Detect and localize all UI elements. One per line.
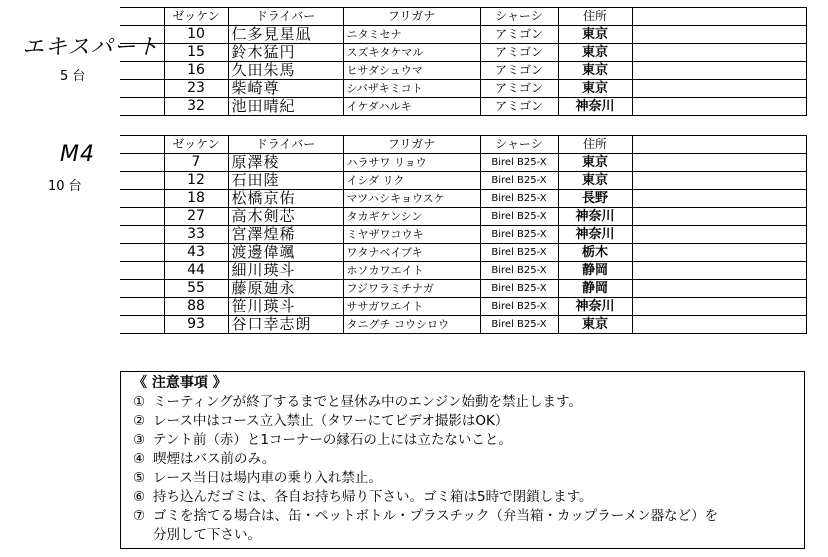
- notes-list: [133, 393, 792, 526]
- notes-item: [133, 488, 792, 507]
- column-header: フリガナ: [343, 136, 480, 154]
- table-row: [120, 208, 806, 226]
- table-row: [120, 62, 806, 80]
- spacer-cell: [120, 280, 164, 298]
- cell-no: 23: [164, 80, 228, 98]
- cell-kana: マツハシキョウスケ: [343, 190, 480, 208]
- notes-item-text: 喫煙はバス前のみ。: [153, 451, 276, 467]
- notes-continuation: 分別して下さい。: [153, 527, 261, 543]
- column-header: フリガナ: [343, 8, 480, 26]
- spacer-cell: [120, 136, 164, 154]
- cell-kana: タニグチ コウシロウ: [343, 316, 480, 334]
- notes-item: [133, 412, 792, 431]
- spacer-cell: [120, 98, 164, 116]
- cell-address: 栃木: [558, 244, 632, 262]
- table-row: [120, 190, 806, 208]
- cell-chassis: アミゴン: [480, 26, 558, 44]
- group-count-m4: 10 台: [48, 179, 82, 194]
- table-row: [120, 226, 806, 244]
- notes-item-number: ⑤: [133, 470, 146, 486]
- cell-no: 44: [164, 262, 228, 280]
- spacer-cell: [120, 208, 164, 226]
- cell-kana: ハラサワ リョウ: [343, 154, 480, 172]
- cell-chassis: Birel B25-X: [480, 226, 558, 244]
- cell-kana: イケダハルキ: [343, 98, 480, 116]
- extra-cell: [632, 190, 806, 208]
- table-row: [120, 80, 806, 98]
- cell-driver: 藤原廸永: [228, 280, 343, 298]
- cell-kana: ササガワエイト: [343, 298, 480, 316]
- cell-kana: フジワラミチナガ: [343, 280, 480, 298]
- cell-no: 43: [164, 244, 228, 262]
- notes-item: [133, 507, 792, 526]
- notes-item-text: レース当日は場内車の乗り入れ禁止。: [153, 470, 382, 486]
- table-row: [120, 298, 806, 316]
- table-row: [120, 316, 806, 334]
- extra-cell: [632, 280, 806, 298]
- cell-driver: 久田朱馬: [228, 62, 343, 80]
- cell-driver: 柴崎尊: [228, 80, 343, 98]
- notes-item: [133, 431, 792, 450]
- column-header: ドライバー: [228, 136, 343, 154]
- cell-address: 神奈川: [558, 208, 632, 226]
- cell-no: 7: [164, 154, 228, 172]
- notes-item: [133, 469, 792, 488]
- table-row: [120, 154, 806, 172]
- cell-kana: タカギケンシン: [343, 208, 480, 226]
- notes-box: [120, 371, 805, 549]
- cell-no: 55: [164, 280, 228, 298]
- table-row: [120, 172, 806, 190]
- extra-cell: [632, 98, 806, 116]
- cell-address: 東京: [558, 80, 632, 98]
- spacer-cell: [120, 154, 164, 172]
- table-row: [120, 262, 806, 280]
- cell-address: 東京: [558, 26, 632, 44]
- extra-cell: [632, 80, 806, 98]
- group-label-m4: M4: [60, 142, 95, 167]
- notes-item-number: ⑥: [133, 489, 146, 505]
- notes-item: [133, 393, 792, 412]
- spacer-cell: [120, 316, 164, 334]
- extra-cell: [632, 244, 806, 262]
- cell-chassis: Birel B25-X: [480, 280, 558, 298]
- cell-kana: ホソカワエイト: [343, 262, 480, 280]
- cell-no: 32: [164, 98, 228, 116]
- extra-cell: [632, 154, 806, 172]
- spacer-cell: [120, 298, 164, 316]
- cell-no: 12: [164, 172, 228, 190]
- cell-driver: 高木剣芯: [228, 208, 343, 226]
- table-header-row: [120, 136, 806, 154]
- spacer-cell: [120, 172, 164, 190]
- cell-driver: 原澤稜: [228, 154, 343, 172]
- notes-item-text: テント前（赤）と1コーナーの縁石の上には立たないこと。: [153, 432, 512, 448]
- cell-chassis: Birel B25-X: [480, 298, 558, 316]
- extra-cell: [632, 26, 806, 44]
- notes-item-number: ②: [133, 413, 146, 429]
- cell-kana: ニタミセナ: [343, 26, 480, 44]
- notes-title: 《 注意事項 》: [133, 375, 227, 391]
- cell-chassis: アミゴン: [480, 44, 558, 62]
- notes-item-text: ゴミを捨てる場合は、缶・ペットボトル・プラスチック（弁当箱・カップラーメン器など）を: [153, 508, 719, 524]
- notes-item-number: ⑦: [133, 508, 146, 524]
- cell-driver: 仁多見星凪: [228, 26, 343, 44]
- table-row: [120, 244, 806, 262]
- cell-chassis: アミゴン: [480, 98, 558, 116]
- cell-address: 静岡: [558, 280, 632, 298]
- table-row: [120, 280, 806, 298]
- cell-chassis: アミゴン: [480, 62, 558, 80]
- m4-roster-table: [120, 135, 807, 334]
- spacer-cell: [120, 62, 164, 80]
- cell-chassis: Birel B25-X: [480, 154, 558, 172]
- cell-address: 長野: [558, 190, 632, 208]
- extra-cell: [632, 298, 806, 316]
- cell-kana: シバザキミコト: [343, 80, 480, 98]
- cell-driver: 笹川瑛斗: [228, 298, 343, 316]
- notes-item-number: ④: [133, 451, 146, 467]
- extra-cell: [632, 226, 806, 244]
- notes-item: [133, 450, 792, 469]
- spacer-cell: [120, 44, 164, 62]
- column-header: ドライバー: [228, 8, 343, 26]
- cell-no: 33: [164, 226, 228, 244]
- cell-address: 神奈川: [558, 226, 632, 244]
- cell-address: 静岡: [558, 262, 632, 280]
- column-header: シャーシ: [480, 8, 558, 26]
- spacer-cell: [120, 8, 164, 26]
- cell-kana: ヒサダシュウマ: [343, 62, 480, 80]
- cell-chassis: Birel B25-X: [480, 316, 558, 334]
- cell-chassis: Birel B25-X: [480, 262, 558, 280]
- cell-kana: ワタナベイブキ: [343, 244, 480, 262]
- spacer-cell: [120, 26, 164, 44]
- spacer-cell: [120, 226, 164, 244]
- cell-driver: 谷口幸志朗: [228, 316, 343, 334]
- notes-item-text: レース中はコース立入禁止（タワーにてビデオ撮影はOK）: [153, 413, 509, 429]
- spacer-cell: [120, 190, 164, 208]
- spacer-cell: [120, 262, 164, 280]
- column-header: 住所: [558, 136, 632, 154]
- notes-item-number: ①: [133, 394, 146, 410]
- cell-no: 18: [164, 190, 228, 208]
- cell-address: 東京: [558, 172, 632, 190]
- cell-driver: 渡邊偉颯: [228, 244, 343, 262]
- column-header: シャーシ: [480, 136, 558, 154]
- extra-cell: [632, 172, 806, 190]
- spacer-cell: [120, 244, 164, 262]
- cell-address: 東京: [558, 154, 632, 172]
- cell-address: 神奈川: [558, 298, 632, 316]
- extra-cell: [632, 208, 806, 226]
- notes-item-text: 持ち込んだゴミは、各自お持ち帰り下さい。ゴミ箱は5時で閉鎖します。: [153, 489, 593, 505]
- cell-kana: スズキタケマル: [343, 44, 480, 62]
- cell-driver: 松橋京佑: [228, 190, 343, 208]
- extra-cell: [632, 44, 806, 62]
- table-header-row: [120, 8, 806, 26]
- cell-driver: 石田陸: [228, 172, 343, 190]
- cell-no: 15: [164, 44, 228, 62]
- cell-chassis: アミゴン: [480, 80, 558, 98]
- cell-address: 神奈川: [558, 98, 632, 116]
- cell-no: 10: [164, 26, 228, 44]
- extra-cell: [632, 262, 806, 280]
- extra-cell: [632, 136, 806, 154]
- column-header: 住所: [558, 8, 632, 26]
- column-header: ゼッケン: [164, 8, 228, 26]
- group-count-expert: 5 台: [60, 69, 86, 84]
- cell-kana: イシダ リク: [343, 172, 480, 190]
- extra-cell: [632, 8, 806, 26]
- cell-no: 16: [164, 62, 228, 80]
- cell-chassis: Birel B25-X: [480, 190, 558, 208]
- group-label-expert: エキスパート: [22, 35, 160, 60]
- extra-cell: [632, 316, 806, 334]
- cell-chassis: Birel B25-X: [480, 208, 558, 226]
- column-header: ゼッケン: [164, 136, 228, 154]
- cell-kana: ミヤザワコウキ: [343, 226, 480, 244]
- cell-no: 27: [164, 208, 228, 226]
- spacer-cell: [120, 80, 164, 98]
- table-row: [120, 44, 806, 62]
- cell-driver: 細川瑛斗: [228, 262, 343, 280]
- table-row: [120, 26, 806, 44]
- notes-item-text: ミーティングが終了するまでと昼休み中のエンジン始動を禁止します。: [153, 394, 582, 410]
- table-row: [120, 98, 806, 116]
- cell-driver: 鈴木猛円: [228, 44, 343, 62]
- cell-address: 東京: [558, 44, 632, 62]
- cell-chassis: Birel B25-X: [480, 244, 558, 262]
- cell-no: 93: [164, 316, 228, 334]
- cell-driver: 池田晴紀: [228, 98, 343, 116]
- cell-address: 東京: [558, 62, 632, 80]
- cell-driver: 宮澤煌稀: [228, 226, 343, 244]
- extra-cell: [632, 62, 806, 80]
- cell-no: 88: [164, 298, 228, 316]
- expert-roster-table: [120, 7, 807, 116]
- cell-address: 東京: [558, 316, 632, 334]
- cell-chassis: Birel B25-X: [480, 172, 558, 190]
- notes-item-number: ③: [133, 432, 146, 448]
